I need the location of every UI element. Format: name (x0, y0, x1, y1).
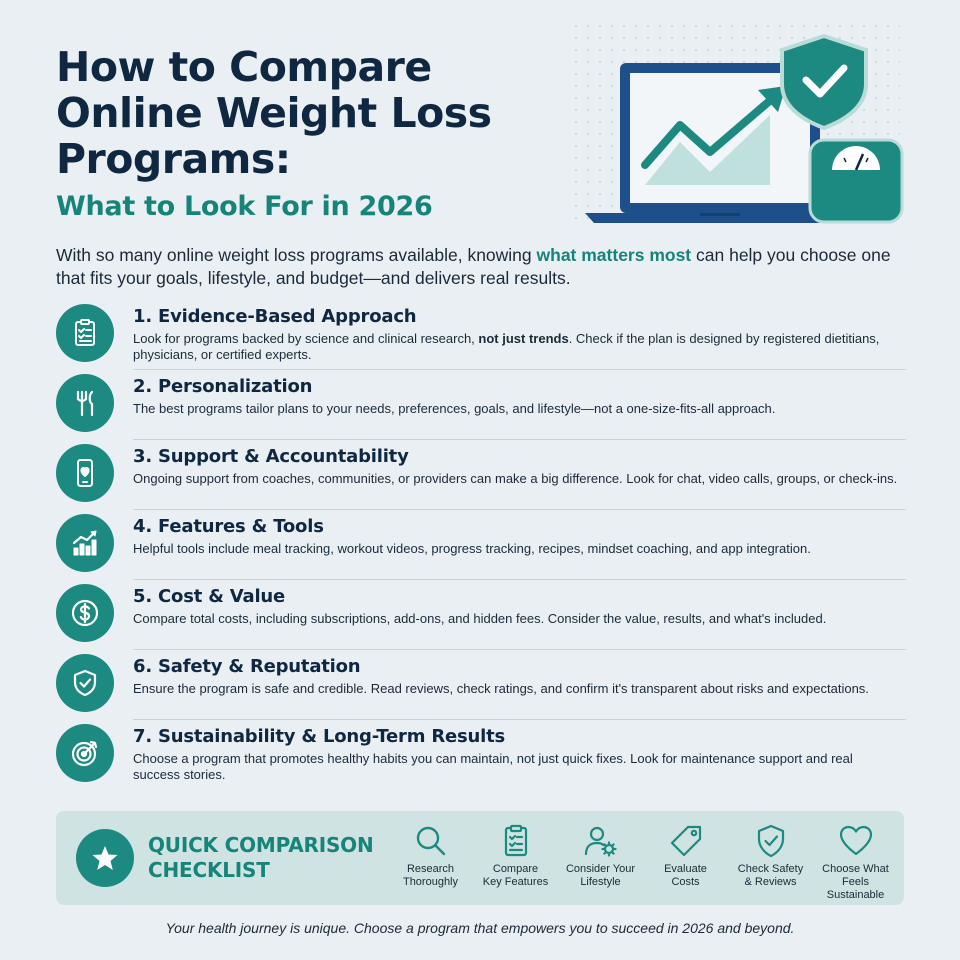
page-subtitle: What to Look For in 2026 (56, 191, 433, 222)
criterion-title: 2. Personalization (133, 376, 313, 397)
criterion-evidence-based (56, 300, 906, 370)
checklist-item-safety (728, 823, 813, 899)
target-icon (56, 724, 114, 782)
criterion-description: Ensure the program is safe and credible. Read reviews, check ratings, and confirm it's transparent about risks and expectations. (133, 681, 869, 696)
person-gear-icon (583, 823, 619, 859)
criterion-description: Choose a program that promotes healthy habits you can maintain, not just quick fixes. Look for maintenance support and real success stories. (133, 751, 853, 782)
criterion-description: Ongoing support from coaches, communities, or providers can make a big difference. Look for chat, video calls, groups, or check-ins. (133, 471, 898, 486)
criterion-title: 7. Sustainability & Long-Term Results (133, 726, 506, 747)
footer-tagline: Your health journey is unique. Choose a program that empowers you to succeed in 2026 and beyond. (165, 920, 795, 936)
page-title: How to Compare Online Weight Loss Programs: (56, 43, 492, 183)
criterion-title: 4. Features & Tools (133, 516, 324, 537)
shield-check-icon (753, 823, 789, 859)
checklist-label: Choose What Feels Sustainable (822, 863, 889, 901)
phone-heart-icon (56, 444, 114, 502)
criterion-title: 5. Cost & Value (133, 586, 286, 607)
checklist-label: Check Safety & Reviews (737, 863, 804, 888)
checklist-title: QUICK COMPARISON CHECKLIST (148, 833, 374, 882)
shield-check-icon (56, 654, 114, 712)
checklist-label: Evaluate Costs (664, 863, 707, 888)
quick-comparison-checklist (56, 811, 904, 905)
criterion-sustainability (56, 720, 906, 790)
criterion-description: Helpful tools include meal tracking, workout videos, progress tracking, recipes, mindset coaching, and app integration. (133, 541, 811, 556)
checklist-item-sustainable (813, 823, 898, 899)
heart-icon (838, 823, 874, 859)
criterion-title: 1. Evidence-Based Approach (133, 306, 417, 327)
fork-knife-icon (56, 374, 114, 432)
criterion-features (56, 510, 906, 580)
checklist-item-compare (473, 823, 558, 899)
criterion-title: 3. Support & Accountability (133, 446, 409, 467)
criterion-cost (56, 580, 906, 650)
criterion-title: 6. Safety & Reputation (133, 656, 361, 677)
star-icon (76, 829, 134, 887)
checklist-label: Research Thoroughly (402, 863, 459, 888)
criteria-list (56, 300, 906, 790)
intro-paragraph: With so many online weight loss programs available, knowing what matters most can help you choose one that fits your goals, lifestyle, and budget—and delivers real results. (56, 245, 891, 288)
dollar-icon (56, 584, 114, 642)
checklist-label: Compare Key Features (482, 863, 549, 888)
checklist-item-research (388, 823, 473, 899)
criterion-support (56, 440, 906, 510)
laptop-chart-illustration (580, 30, 910, 230)
checklist-items (388, 823, 898, 899)
checklist-label: Consider Your Lifestyle (565, 863, 636, 888)
checklist-item-costs (643, 823, 728, 899)
price-tag-icon (668, 823, 704, 859)
criterion-description: Look for programs backed by science and clinical research, not just trends. Check if the plan is designed by registered dietitians, physicians, or certified experts. (133, 331, 880, 362)
clipboard-icon (498, 823, 534, 859)
intro-highlight: what matters most (536, 245, 692, 265)
criterion-personalization (56, 370, 906, 440)
checklist-item-lifestyle (558, 823, 643, 899)
criterion-safety (56, 650, 906, 720)
growth-chart-icon (56, 514, 114, 572)
magnifier-icon (413, 823, 449, 859)
criterion-description: The best programs tailor plans to your needs, preferences, goals, and lifestyle—not a one-size-fits-all approach. (133, 401, 776, 416)
criterion-description: Compare total costs, including subscriptions, add-ons, and hidden fees. Consider the value, results, and what's included. (133, 611, 827, 626)
clipboard-icon (56, 304, 114, 362)
